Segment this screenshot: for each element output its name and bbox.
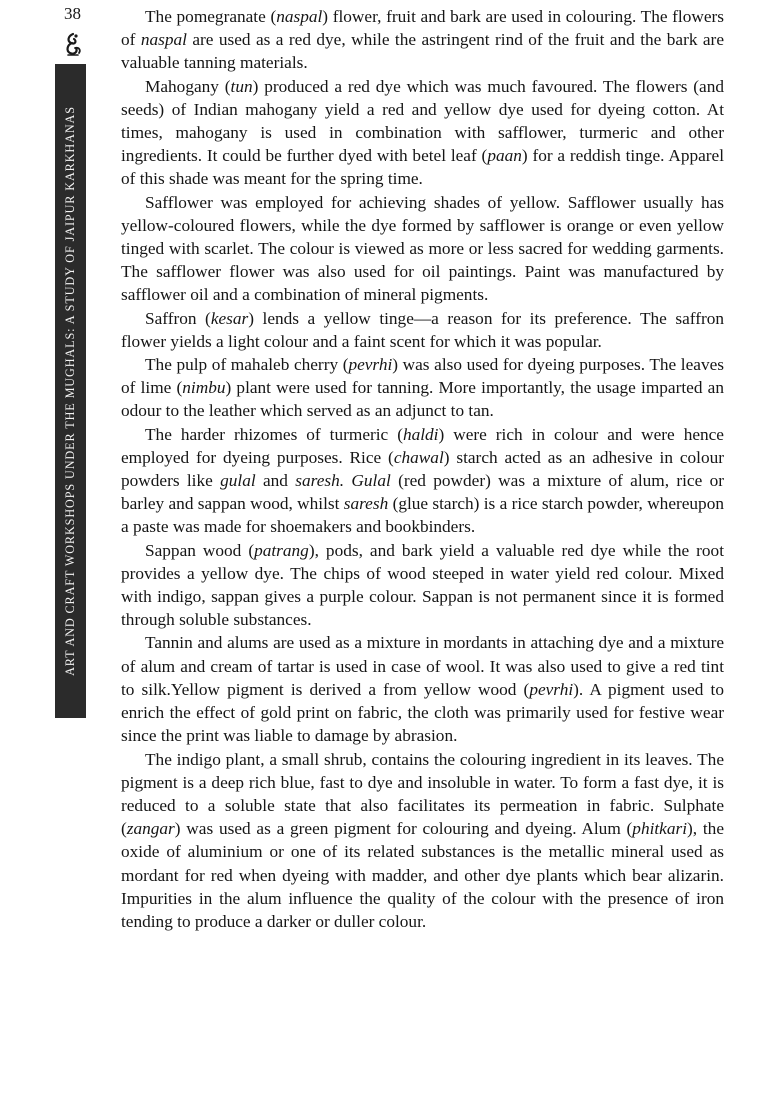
paragraph [121, 353, 724, 423]
italic-term: naspal [276, 7, 323, 26]
text-run: ) plant were used for tanning. More importantly, the usage imparted an odour to the leather which served as an adjunct to tan. [121, 378, 724, 421]
text-run: Sappan wood ( [145, 540, 255, 560]
text-run: The indigo plant, a small shrub, contains the colouring ingredient in its leaves. The pigment is a deep rich blue, fast to dye and insoluble in water. To form a fast dye, it is reduced to a soluble state that also facilitates its permeation in fabric. Sulphate ( [121, 749, 724, 839]
paragraph [121, 5, 724, 75]
italic-term: kesar [210, 308, 249, 328]
page-number: 38 [64, 4, 81, 23]
body-text [121, 5, 724, 933]
text-run: ). A pigment used to enrich the effect of gold print on fabric, the cloth was primarily used for festive wear since the print was liable to damage by abrasion. [121, 679, 724, 746]
text-run: The pulp of mahaleb cherry ( [145, 355, 349, 375]
text-run: ), pods, and bark yield a valuable red dye while the root provides a yellow dye. The chips of wood steeped in water yield red colour. Mixed with indigo, sappan gives a purple colour. Sappan is not permanent since it is formed through soluble substances. [121, 540, 724, 630]
italic-term: pevrhi [348, 355, 393, 375]
paragraph [121, 748, 724, 934]
floral-ornament-icon [62, 32, 84, 58]
text-run: (red powder) was a mixture of alum, rice or barley and sappan wood, whilst [121, 471, 724, 514]
text-run: Mahogany ( [145, 76, 231, 96]
text-run: (glue starch) is a rice starch powder, whereupon a paste was made for shoemakers and bookbinders. [121, 494, 724, 537]
italic-term: tun [230, 76, 253, 96]
text-run: and [255, 471, 296, 491]
text-run: ) lends a yellow tinge—a reason for its preference. The saffron flower yields a light colour and a faint scent for which it was popular. [121, 308, 724, 351]
text-run: Safflower was employed for achieving shades of yellow. Safflower usually has yellow-coloured flowers, while the dye formed by safflower is orange or even yellow tinged with scarlet. The colour is viewed as more or less sacred for wedding garments. The safflower flower was also used for oil paintings. Paint was manufactured by safflower oil and a combination of mineral pigments. [121, 192, 724, 305]
text-run: are used as a red dye, while the astringent rind of the fruit and the bark are valuable tanning materials. [121, 30, 724, 73]
italic-term: zangar [126, 819, 175, 839]
text-run: ) were rich in colour and were hence employed for dyeing purposes. Rice ( [121, 424, 724, 467]
text-run: ) produced a red dye which was much favoured. The flowers (and seeds) of Indian mahogany yield a red and yellow dye used for dyeing cotton. At times, mahogany is used in combination with safflower, turmeric and other ingredients. It could be further dyed with betel leaf ( [121, 76, 724, 166]
running-title: ART AND CRAFT WORKSHOPS UNDER THE MUGHALS: A STUDY OF JAIPUR KARKHANAS [63, 106, 77, 676]
italic-term: chawal [393, 447, 444, 467]
text-run: ) flower, fruit and bark are used in colouring. The flowers of [121, 7, 724, 50]
paragraph [121, 191, 724, 307]
italic-term: patrang [254, 540, 309, 560]
text-run: ) was also used for dyeing purposes. The leaves of lime ( [121, 355, 724, 398]
italic-term: paan [487, 146, 522, 166]
paragraph [121, 75, 724, 191]
italic-term: saresh [343, 494, 389, 514]
text-run: Tannin and alums are used as a mixture in mordants in attaching dye and a mixture of alum and cream of tartar is used in case of wool. It was also used to give a red tint to silk.Yellow pigment is derived a from yellow wood ( [121, 633, 724, 699]
paragraph [121, 631, 724, 747]
text-run: ) starch acted as an adhesive in colour powders like [121, 447, 724, 491]
text-run: ) was used as a green pigment for colouring and dyeing. Alum ( [174, 819, 633, 839]
paragraph [121, 539, 724, 632]
italic-term: haldi [402, 424, 439, 444]
text-run: The pomegranate ( [145, 7, 277, 26]
text-run: The harder rhizomes of turmeric ( [145, 424, 403, 444]
italic-term: gulal [220, 471, 256, 491]
italic-term: phitkari [632, 819, 688, 839]
italic-term: saresh. [295, 471, 345, 491]
paragraph [121, 423, 724, 539]
italic-term: pevrhi [529, 679, 574, 699]
text-run: ) for a reddish tinge. Apparel of this shade was meant for the spring time. [121, 146, 724, 189]
text-run: Saffron ( [145, 308, 211, 328]
italic-term: Gulal [351, 471, 391, 491]
text-run: ), the oxide of aluminium or one of its related substances is the metallic mineral used as mordant for red when dyeing with madder, and other dye plants which bear alizarin. Impurities in the alum influence the quality of the colour with the presence of iron tending to produce a darker or duller colour. [121, 819, 724, 931]
paragraph [121, 307, 724, 353]
italic-term: naspal [140, 30, 187, 50]
italic-term: nimbu [182, 378, 226, 398]
